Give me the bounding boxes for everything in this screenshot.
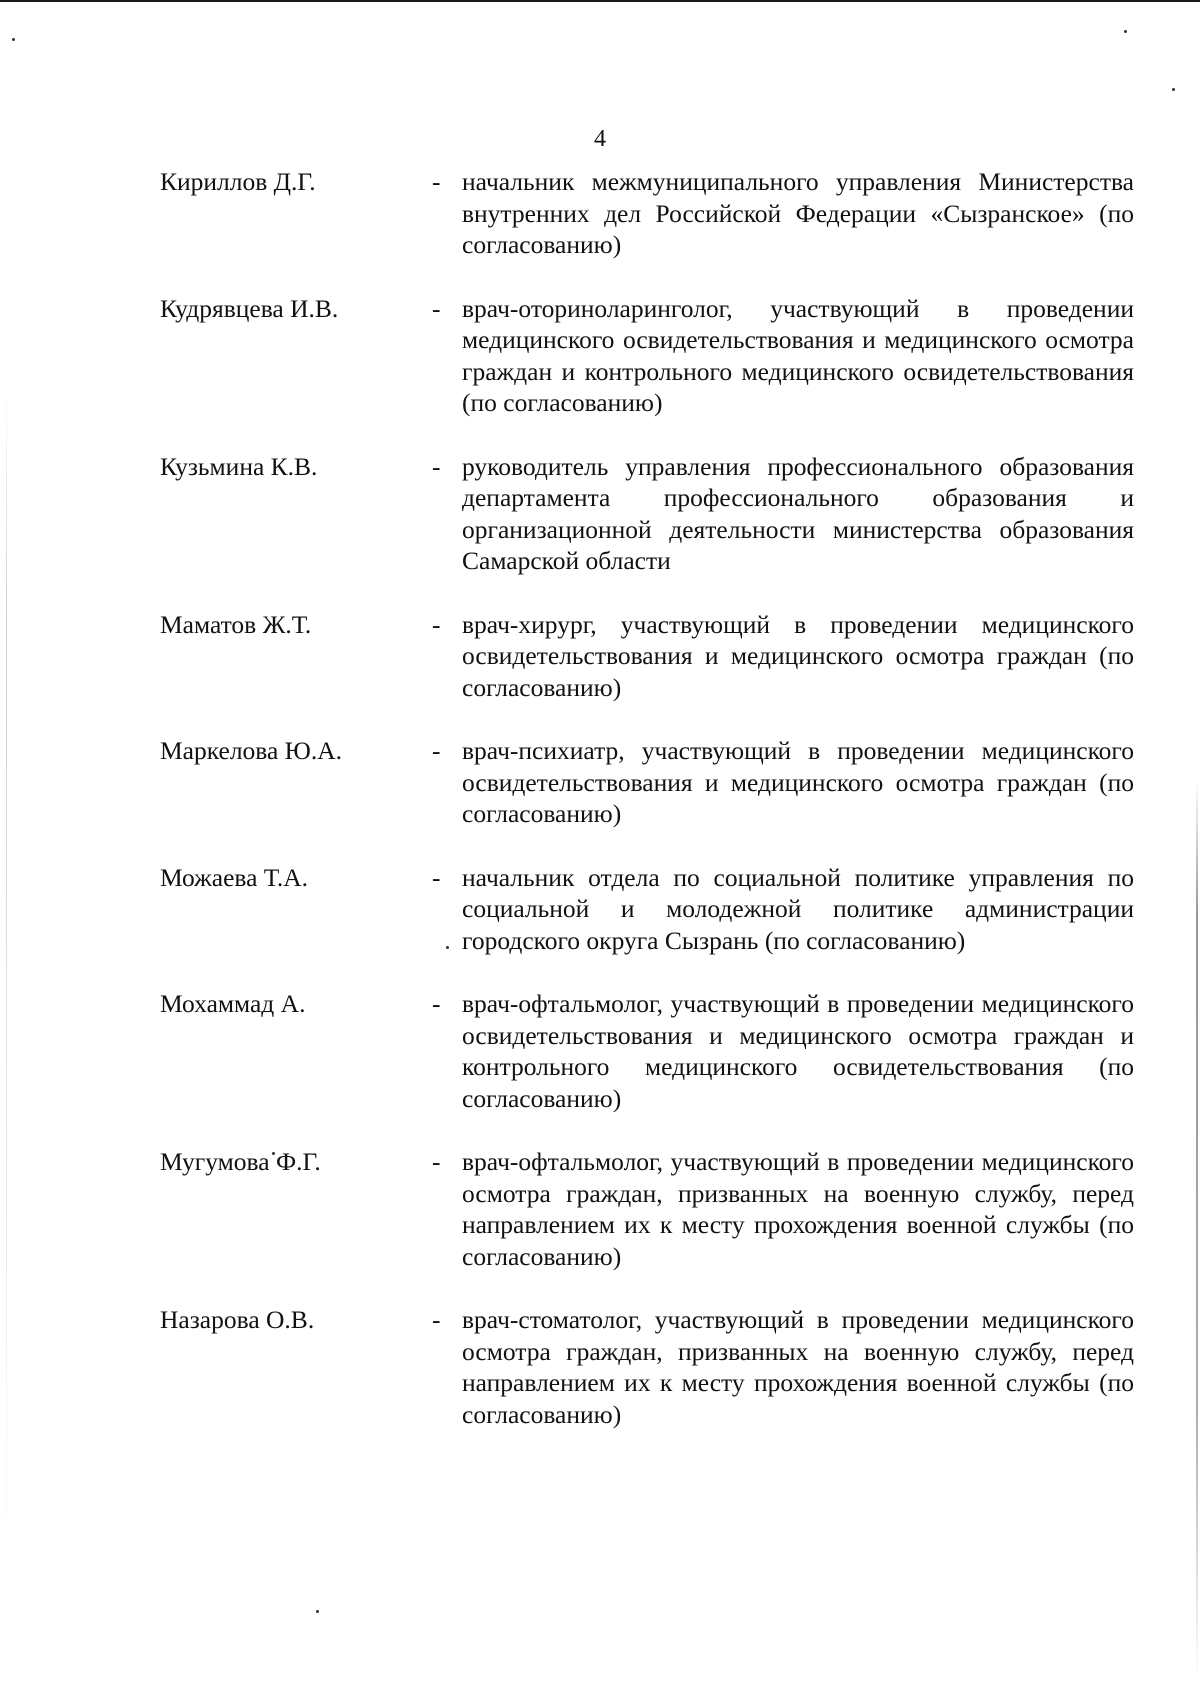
member-entry bbox=[160, 609, 1140, 704]
scan-speck bbox=[12, 38, 15, 41]
scan-speck bbox=[1172, 88, 1175, 91]
member-dash: - bbox=[432, 293, 441, 323]
member-entry bbox=[160, 862, 1140, 957]
member-dash: - bbox=[432, 1147, 441, 1176]
member-entry bbox=[160, 293, 1140, 419]
member-name: Можаева Т.А. bbox=[160, 862, 308, 892]
member-list bbox=[160, 166, 1140, 1430]
member-role: начальник межмуниципального управления Министерства внутренних дел Российской Федерации «Сызранское» (по согласованию) bbox=[462, 167, 1134, 259]
scan-speck bbox=[1124, 30, 1127, 33]
member-dash: - bbox=[432, 167, 441, 196]
scan-right-edge-artifact bbox=[1196, 780, 1198, 1680]
member-name: Маматов Ж.Т. bbox=[160, 609, 312, 639]
member-role: врач-оториноларинголог, участвующий в проведении медицинского освидетельствования и медицинского осмотра граждан и контрольного медицинского освидетельствования (по согласованию) bbox=[462, 293, 1134, 417]
member-role: врач-офтальмолог, участвующий в проведении медицинского осмотра граждан, призванных на военную службу, перед направлением их к месту прохождения военной службы (по согласованию) bbox=[462, 1147, 1134, 1271]
member-entry bbox=[160, 988, 1140, 1114]
member-entry bbox=[160, 166, 1140, 261]
member-name: Маркелова Ю.А. bbox=[160, 736, 343, 765]
member-dash: - bbox=[432, 609, 441, 639]
member-role: врач-хирург, участвующий в проведении медицинского освидетельствования и медицинского осмотра граждан (по согласованию) bbox=[462, 609, 1134, 702]
member-role: врач-офтальмолог, участвующий в проведении медицинского освидетельствования и медицинского осмотра граждан и контрольного медицинского освидетельствования (по согласованию) bbox=[462, 989, 1134, 1113]
member-role: начальник отдела по социальной политике управления по социальной и молодежной политике администрации городского округа Сызрань (по согласованию) bbox=[462, 862, 1134, 955]
member-dash: - bbox=[432, 989, 441, 1018]
member-name: Кузьмина К.В. bbox=[160, 451, 318, 481]
member-role: врач-психиатр, участвующий в проведении медицинского освидетельствования и медицинского осмотра граждан (по согласованию) bbox=[462, 736, 1134, 828]
member-dash: - bbox=[432, 451, 441, 481]
member-name: Мохаммад А. bbox=[160, 989, 306, 1018]
scan-left-edge-artifact bbox=[6, 380, 7, 1580]
member-name: Назарова О.В. bbox=[160, 1305, 315, 1334]
page-number: 4 bbox=[594, 126, 606, 152]
member-name: Мугумова Ф.Г. bbox=[160, 1147, 321, 1176]
scan-speck bbox=[316, 1610, 319, 1613]
scan-top-border bbox=[0, 0, 1200, 2]
member-entry bbox=[160, 735, 1140, 830]
member-entry bbox=[160, 451, 1140, 577]
member-dash: - bbox=[432, 1305, 441, 1334]
member-entry bbox=[160, 1304, 1140, 1430]
member-name: Кириллов Д.Г. bbox=[160, 167, 316, 196]
member-entry bbox=[160, 1146, 1140, 1272]
member-dash: - bbox=[432, 862, 441, 892]
member-role: руководитель управления профессионального образования департамента профессионального образования и организационной деятельности министерства образования Самарской области bbox=[462, 451, 1134, 575]
member-role: врач-стоматолог, участвующий в проведении медицинского осмотра граждан, призванных на военную службу, перед направлением их к месту прохождения военной службы (по согласованию) bbox=[462, 1305, 1134, 1429]
member-dash: - bbox=[432, 736, 441, 765]
member-name: Кудрявцева И.В. bbox=[160, 293, 339, 323]
